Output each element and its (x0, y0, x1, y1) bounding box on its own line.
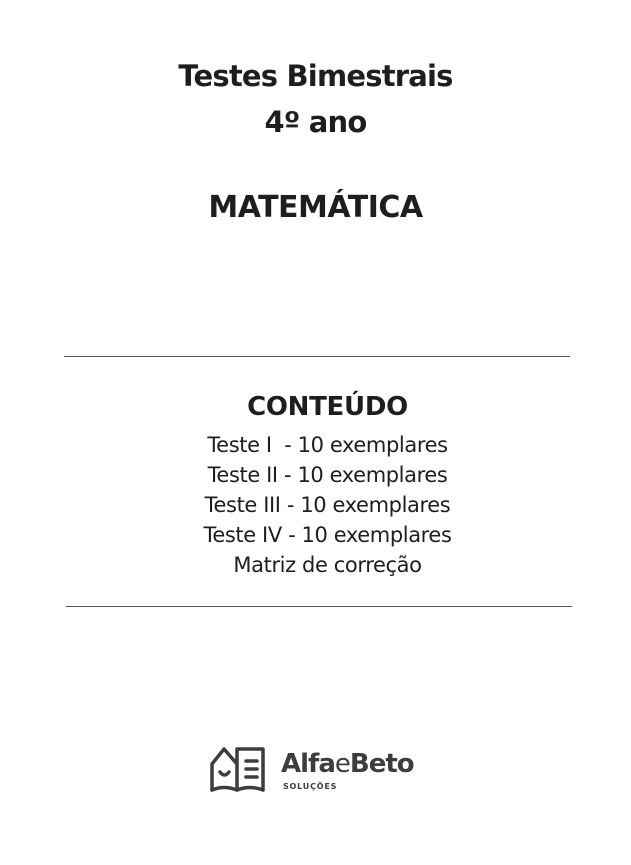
open-book-smile-icon (207, 743, 273, 799)
logo-wordmark (281, 749, 414, 779)
top-divider (64, 356, 570, 357)
bottom-divider (66, 606, 572, 607)
title-block (0, 53, 631, 145)
contents-item-teste-1: Teste I - 10 exemplares (207, 433, 448, 457)
logo-subtitle: SOLUÇÕES (283, 782, 338, 791)
contents-heading: CONTEÚDO (247, 392, 408, 422)
alfaebeto-logo (207, 743, 437, 799)
subject-heading: MATEMÁTICA (208, 190, 423, 225)
contents-list (0, 430, 631, 580)
grade-level: 4º ano (264, 105, 367, 139)
contents-item-teste-4: Teste IV - 10 exemplares (203, 523, 452, 547)
logo-wordmark-e: e (334, 749, 350, 779)
document-title: Testes Bimestrais (178, 59, 453, 93)
contents-item-matriz: Matriz de correção (233, 553, 422, 577)
contents-item-teste-3: Teste III - 10 exemplares (204, 493, 451, 517)
logo-wordmark-alfa: Alfa (281, 749, 335, 779)
logo-wordmark-beto: Beto (349, 749, 414, 779)
contents-section (0, 388, 631, 580)
contents-item-teste-2: Teste II - 10 exemplares (207, 463, 448, 487)
